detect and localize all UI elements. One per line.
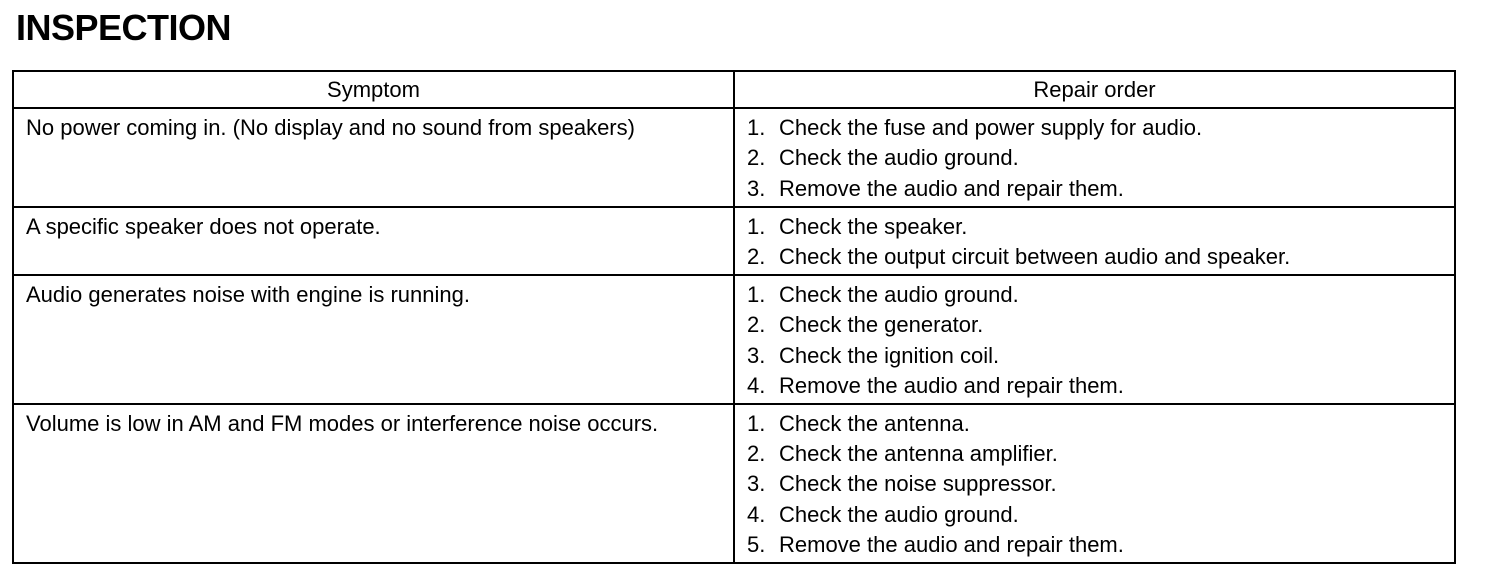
- repair-step: [747, 174, 1444, 204]
- repair-step: [747, 341, 1444, 371]
- step-number: 3.: [747, 471, 766, 497]
- repair-order-cell: [734, 108, 1455, 207]
- step-number: 1.: [747, 411, 766, 437]
- symptom-cell: A specific speaker does not operate.: [13, 207, 734, 275]
- repair-order-cell: [734, 275, 1455, 404]
- step-number: 4.: [747, 372, 766, 398]
- step-text: Check the audio ground.: [779, 501, 1019, 527]
- step-number: 2.: [747, 441, 766, 467]
- step-text: Check the audio ground.: [779, 145, 1019, 171]
- step-number: 1.: [747, 213, 766, 239]
- repair-step: [747, 469, 1444, 499]
- symptom-cell: No power coming in. (No display and no sound from speakers): [13, 108, 734, 207]
- step-text: Check the noise suppressor.: [779, 471, 1057, 497]
- step-text: Remove the audio and repair them.: [779, 372, 1124, 398]
- step-text: Check the speaker.: [779, 213, 968, 239]
- repair-steps-list: [747, 409, 1444, 560]
- step-number: 3.: [747, 175, 766, 201]
- step-number: 1.: [747, 282, 766, 308]
- table-row: [13, 108, 1455, 207]
- repair-step: [747, 310, 1444, 340]
- repair-step: [747, 530, 1444, 560]
- step-number: 2.: [747, 244, 766, 270]
- step-text: Remove the audio and repair them.: [779, 175, 1124, 201]
- repair-step: [747, 500, 1444, 530]
- step-number: 2.: [747, 145, 766, 171]
- repair-order-cell: [734, 404, 1455, 563]
- page-title: INSPECTION: [16, 7, 232, 48]
- step-number: 4.: [747, 501, 766, 527]
- step-text: Check the generator.: [779, 312, 984, 338]
- table-header-row: [13, 71, 1455, 108]
- repair-step: [747, 439, 1444, 469]
- inspection-table: [12, 70, 1456, 564]
- step-text: Remove the audio and repair them.: [779, 531, 1124, 557]
- repair-steps-list: [747, 212, 1444, 272]
- repair-step: [747, 409, 1444, 439]
- symptom-cell: Volume is low in AM and FM modes or interference noise occurs.: [13, 404, 734, 563]
- repair-order-cell: [734, 207, 1455, 275]
- step-number: 3.: [747, 342, 766, 368]
- table-row: [13, 404, 1455, 563]
- step-text: Check the antenna amplifier.: [779, 441, 1058, 467]
- repair-step: [747, 371, 1444, 401]
- step-text: Check the fuse and power supply for audio.: [779, 115, 1203, 141]
- repair-step: [747, 212, 1444, 242]
- repair-step: [747, 113, 1444, 143]
- step-number: 5.: [747, 531, 766, 557]
- column-header-repair-order: Repair order: [734, 71, 1455, 108]
- step-number: 1.: [747, 115, 766, 141]
- step-text: Check the antenna.: [779, 411, 970, 437]
- symptom-cell: Audio generates noise with engine is running.: [13, 275, 734, 404]
- repair-steps-list: [747, 280, 1444, 401]
- repair-step: [747, 280, 1444, 310]
- step-text: Check the audio ground.: [779, 282, 1019, 308]
- repair-step: [747, 242, 1444, 272]
- table-row: [13, 207, 1455, 275]
- step-text: Check the output circuit between audio and speaker.: [779, 244, 1291, 270]
- column-header-symptom: Symptom: [13, 71, 734, 108]
- table-row: [13, 275, 1455, 404]
- step-number: 2.: [747, 312, 766, 338]
- step-text: Check the ignition coil.: [779, 342, 1000, 368]
- repair-steps-list: [747, 113, 1444, 204]
- repair-step: [747, 143, 1444, 173]
